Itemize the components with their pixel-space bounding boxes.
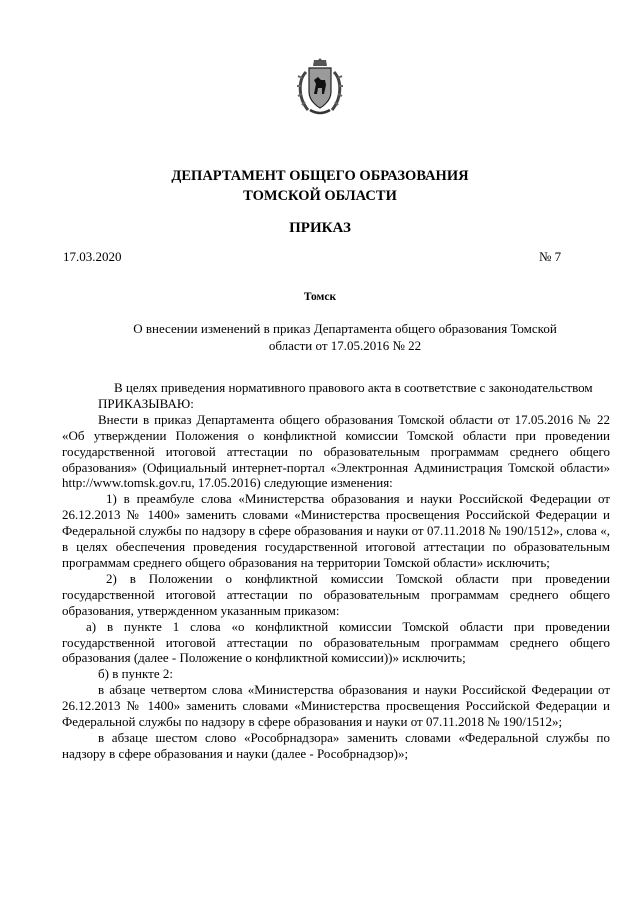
document-type: ПРИКАЗ	[289, 220, 351, 236]
order-word: ПРИКАЗЫВАЮ:	[98, 395, 194, 411]
intro-paragraph: В целях приведения нормативного правового акта в соответствие с законодательством	[114, 380, 593, 395]
document-subject: О внесении изменений в приказ Департамента общего образования Томской области от 17.05.2016 № 22	[133, 321, 557, 353]
paragraph-1: Внести в приказ Департамента общего образования Томской области от 17.05.2016 № 22 «Об утверждении Положения о конфликтной комиссии Томской области при проведении государственной итоговой аттестации по образовательным программам среднего общего образования» (Официальный интернет-портал «Электронная Администрация Томской области» http://www.tomsk.gov.ru, 17.05.2016) следующие изменения:	[62, 411, 610, 491]
paragraph-3: 2) в Положении о конфликтной комиссии Томской области при проведении государственной итоговой аттестации по образовательным программам среднего общего образования, утвержденном указанным приказом:	[62, 570, 610, 618]
paragraph-5: б) в пункте 2:	[98, 666, 173, 682]
department-line-1: ДЕПАРТАМЕНТ ОБЩЕГО ОБРАЗОВАНИЯ	[171, 168, 469, 184]
document-date: 17.03.2020	[63, 249, 122, 264]
department-line-2: ТОМСКОЙ ОБЛАСТИ	[243, 188, 397, 204]
coat-of-arms-icon	[296, 58, 344, 118]
paragraph-4: а) в пункте 1 слова «о конфликтной комиссии Томской области при проведении государственной итоговой аттестации по образовательным программам среднего общего образования (далее - Положение о конфликтной комиссии))» исключить;	[62, 618, 610, 666]
document-city: Томск	[303, 291, 337, 303]
paragraph-2: 1) в преамбуле слова «Министерства образования и науки Российской Федерации от 26.12.2013 № 1400» заменить словами «Министерства просвещения Российской Федерации и Федеральной службы по надзору в сфере образования и науки от 07.11.2018 № 190/1512», слова «, в целях обеспечения проведения государственной итоговой аттестации по образовательным программам среднего общего образования на территории Томской области» исключить;	[62, 491, 610, 570]
document-number: № 7	[539, 249, 562, 264]
paragraph-6: в абзаце четвертом слова «Министерства образования и науки Российской Федерации от 26.12.2013 № 1400» заменить словами «Министерства просвещения Российской Федерации и Федеральной службы по надзору в сфере образования и науки от 07.11.2018 № 190/1512»;	[62, 682, 610, 730]
paragraph-7: в абзаце шестом слово «Рособрнадзора» заменить словами «Федеральной службы по надзору в сфере образования и науки (далее - Рособрнадзор)»;	[62, 729, 610, 761]
department-title	[0, 166, 640, 206]
document-body	[62, 380, 610, 762]
